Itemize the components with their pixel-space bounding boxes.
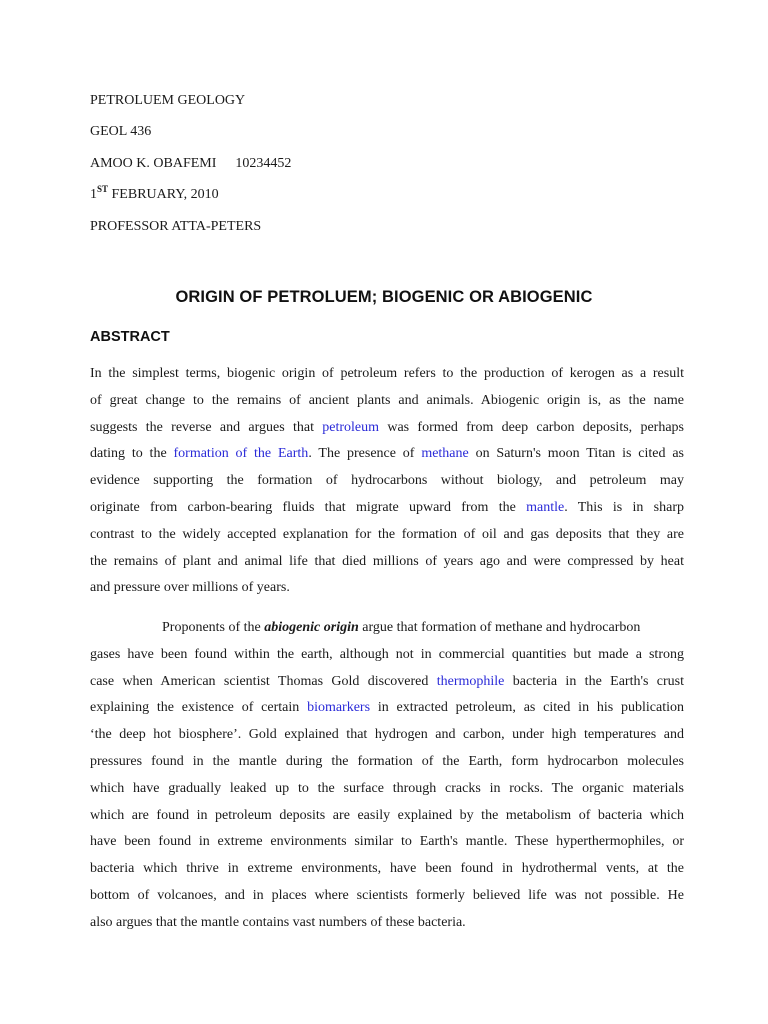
paragraph-line: of great change to the remains of ancient plants and animals. Abiogenic origin is, as the name [90, 392, 684, 408]
paragraph-line [90, 441, 684, 468]
text-run: originate from carbon-bearing fluids that migrate upward from the [90, 499, 527, 515]
body-paragraph [90, 615, 684, 937]
date-suffix: ST [97, 184, 109, 194]
paragraph-line: bottom of volcanoes, and in places where scientists formerly believed life was not possible. He [90, 887, 684, 903]
text-run: . This is in sharp [564, 499, 684, 515]
link-formation-of-the-earth[interactable]: formation of the Earth [173, 446, 309, 462]
document-title: ORIGIN OF PETROLUEM; BIOGENIC OR ABIOGENIC [175, 288, 593, 306]
submission-date [90, 184, 219, 203]
text-run: . The presence of [308, 446, 422, 462]
paragraph-line: have been found in extreme environments similar to Earth's mantle. These hyperthermophiles, or [90, 834, 684, 850]
student-id: 10234452 [235, 156, 292, 171]
abstract-heading: ABSTRACT [90, 329, 170, 345]
paragraph-line: and pressure over millions of years. [90, 580, 290, 596]
paragraph-line: evidence supporting the formation of hydrocarbons without biology, and petroleum may [90, 473, 684, 489]
paragraph-line: gases have been found within the earth, although not in commercial quantities but made a strong [90, 646, 684, 662]
date-day: 1 [90, 187, 97, 202]
text-run: dating to the [90, 446, 174, 462]
paragraph-line [90, 695, 684, 722]
paragraph-line [90, 615, 684, 642]
link-biomarkers[interactable]: biomarkers [307, 700, 371, 716]
text-run: argue that formation of methane and hydrocarbon [358, 620, 641, 635]
paragraph-line: In the simplest terms, biogenic origin of petroleum refers to the production of kerogen as a result [90, 366, 684, 381]
link-methane[interactable]: methane [421, 446, 469, 462]
paragraph-line: bacteria which thrive in extreme environments, have been found in hydrothermal vents, at the [90, 861, 684, 877]
course-code: GEOL 436 [90, 124, 152, 139]
professor-name: PROFESSOR ATTA-PETERS [90, 219, 262, 234]
paragraph-line [90, 669, 684, 696]
emphasis-abiogenic-origin: abiogenic origin [264, 620, 359, 635]
link-thermophile[interactable]: thermophile [436, 673, 505, 689]
paragraph-line: which have gradually leaked up to the surface through cracks in rocks. The organic materials [90, 780, 684, 796]
text-run: case when American scientist Thomas Gold discovered [90, 673, 437, 689]
paragraph-line: pressures found in the mantle during the formation of the Earth, form hydrocarbon molecules [90, 753, 684, 769]
text-run: was formed from deep carbon deposits, perhaps [379, 419, 684, 435]
link-petroleum[interactable]: petroleum [322, 419, 380, 435]
paragraph-line [90, 495, 684, 522]
course-title: PETROLUEM GEOLOGY [90, 93, 246, 108]
abstract-paragraph [90, 361, 684, 602]
student-info [90, 156, 291, 172]
text-run: bacteria in the Earth's crust [504, 673, 685, 689]
paragraph-line: which are found in petroleum deposits are easily explained by the metabolism of bacteria which [90, 807, 684, 823]
paragraph-line: the remains of plant and animal life that died millions of years ago and were compressed by heat [90, 553, 684, 569]
date-rest: FEBRUARY, 2010 [108, 187, 219, 202]
text-run: on Saturn's moon Titan is cited as [468, 446, 685, 462]
text-run: in extracted petroleum, as cited in his publication [370, 700, 685, 716]
text-run: suggests the reverse and argues that [90, 419, 323, 435]
paragraph-line: contrast to the widely accepted explanation for the formation of oil and gas deposits that they are [90, 526, 684, 542]
paragraph-line [90, 415, 684, 442]
text-run: Proponents of the [162, 620, 265, 635]
paragraph-line: ‘the deep hot biosphere’. Gold explained that hydrogen and carbon, under high temperatures and [90, 727, 684, 743]
link-mantle[interactable]: mantle [526, 499, 565, 515]
text-run: explaining the existence of certain [90, 700, 308, 716]
paragraph-line: also argues that the mantle contains vast numbers of these bacteria. [90, 914, 466, 930]
student-name: AMOO K. OBAFEMI [90, 156, 217, 171]
